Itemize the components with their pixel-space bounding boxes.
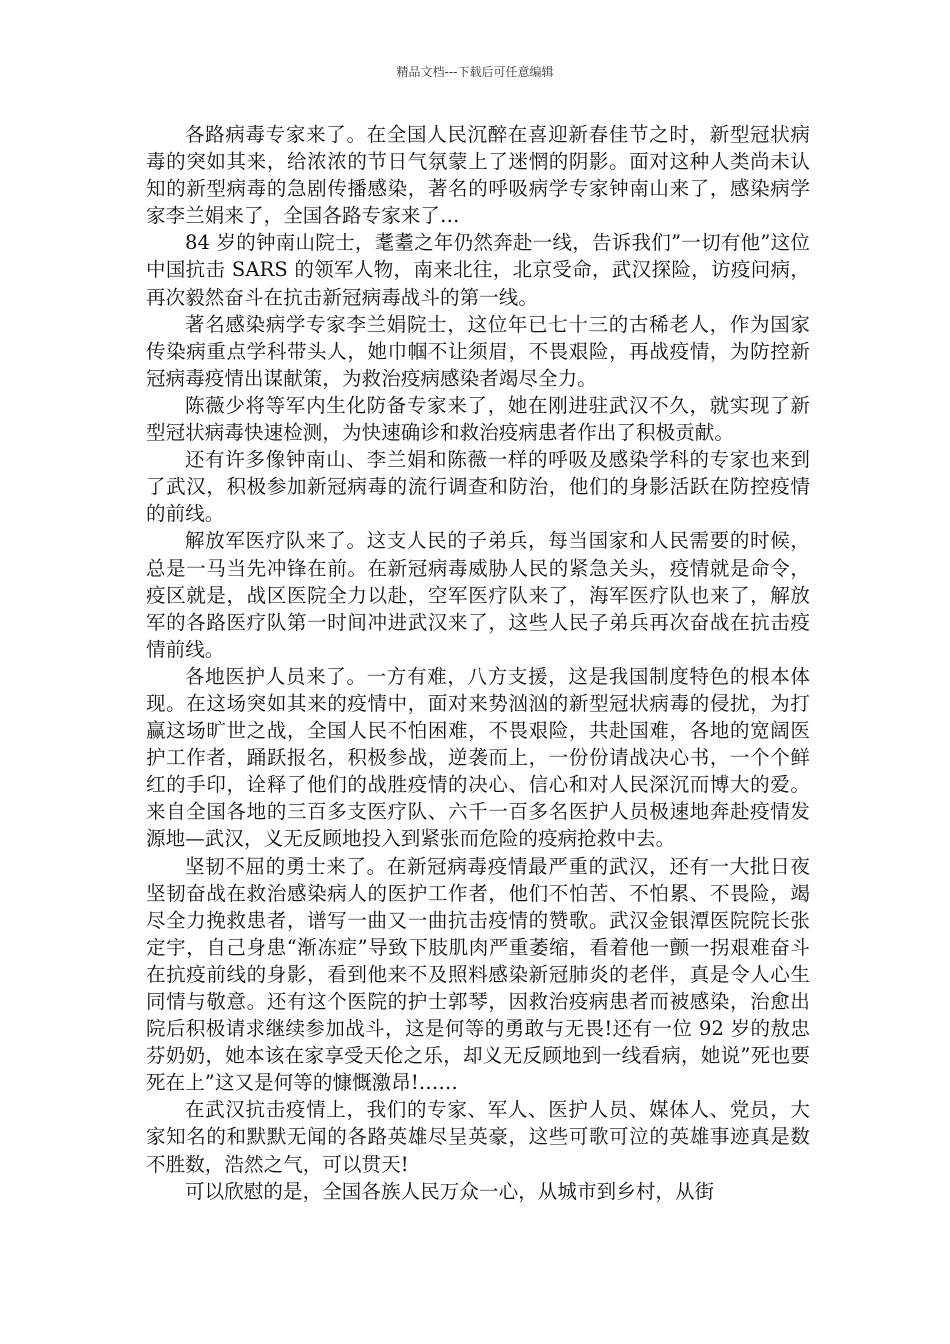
paragraph: 陈薇少将等军内生化防备专家来了，她在刚进驻武汉不久，就实现了新型冠状病毒快速检测，为快速确诊和救治疫病患者作出了积极贡献。 [146, 393, 810, 445]
page-header: 精品文档---下载后可任意编辑 [396, 65, 554, 79]
paragraph: 著名感染病学专家李兰娟院士，这位年已七十三的古稀老人，作为国家传染病重点学科带头人，她巾帼不让须眉，不畏艰险，再战疫情，为防控新冠病毒疫情出谋献策，为救治疫病感染者竭尽全力。 [146, 312, 810, 390]
paragraph: 解放军医疗队来了。这支人民的子弟兵，每当国家和人民需要的时候，总是一马当先冲锋在前。在新冠病毒威胁人民的紧急关头，疫情就是命令，疫区就是，战区医院全力以赴，空军医疗队来了，海军医疗队也来了，解放军的各路医疗队第一时间冲进武汉来了，这些人民子弟兵再次奋战在抗击疫情前线。 [146, 529, 810, 661]
paragraph: 还有许多像钟南山、李兰娟和陈薇一样的呼吸及感染学科的专家也来到了武汉，积极参加新冠病毒的流行调查和防治，他们的身影活跃在防控疫情的前线。 [146, 448, 810, 526]
paragraph: 各地医护人员来了。一方有难，八方支援，这是我国制度特色的根本体现。在这场突如其来的疫情中，面对来势汹汹的新型冠状病毒的侵扰，为打赢这场旷世之战，全国人民不怕困难，不畏艰险，共赴国难，各地的宽阔医护工作者，踊跃报名，积极参战，逆袭而上，一份份请战决心书，一个个鲜红的手印，诠释了他们的战胜疫情的决心、信心和对人民深沉而博大的爱。来自全国各地的三百多支医疗队、六千一百多名医护人员极速地奔赴疫情发源地—武汉，义无反顾地投入到紧张而危险的疫病抢救中去。 [146, 664, 810, 851]
document-body [146, 121, 810, 1205]
paragraph: 在武汉抗击疫情上，我们的专家、军人、医护人员、媒体人、党员，大家知名的和默默无闻的各路英雄尽呈英豪，这些可歌可泣的英雄事迹真是数不胜数，浩然之气，可以贯天! [146, 1098, 810, 1176]
paragraph: 各路病毒专家来了。在全国人民沉醉在喜迎新春佳节之时，新型冠状病毒的突如其来，给浓浓的节日气氛蒙上了迷惘的阴影。面对这种人类尚未认知的新型病毒的急剧传播感染，著名的呼吸病学专家钟南山来了，感染病学家李兰娟来了，全国各路专家来了… [146, 123, 810, 228]
paragraph: 可以欣慰的是，全国各族人民万众一心，从城市到乡村，从街 [185, 1179, 715, 1203]
paragraph: 坚韧不屈的勇士来了。在新冠病毒疫情最严重的武汉，还有一大批日夜坚韧奋战在救治感染病人的医护工作者，他们不怕苦、不怕累、不畏险，竭尽全力挽救患者，谱写一曲又一曲抗击疫情的赞歌。武汉金银潭医院院长张定宇，自己身患“渐冻症”导致下肢肌肉严重萎缩，看着他一颤一拐艰难奋斗在抗疫前线的身影，看到他来不及照料感染新冠肺炎的老伴，真是令人心生同情与敬意。还有这个医院的护士郭琴，因救治疫病患者而被感染，治愈出院后积极请求继续参加战斗，这是何等的勇敢与无畏!还有一位 92 岁的敖忠芬奶奶，她本该在家享受天伦之乐，却义无反顾地到一线看病，她说”死也要死在上”这又是何等的慷慨激昂!…… [146, 854, 810, 1095]
paragraph: 84 岁的钟南山院士，耄耋之年仍然奔赴一线，告诉我们”一切有他”这位中国抗击 SARS 的领军人物，南来北往，北京受命，武汉探险，访疫问病，再次毅然奋斗在抗击新冠病毒战斗的第一线。 [146, 231, 810, 309]
